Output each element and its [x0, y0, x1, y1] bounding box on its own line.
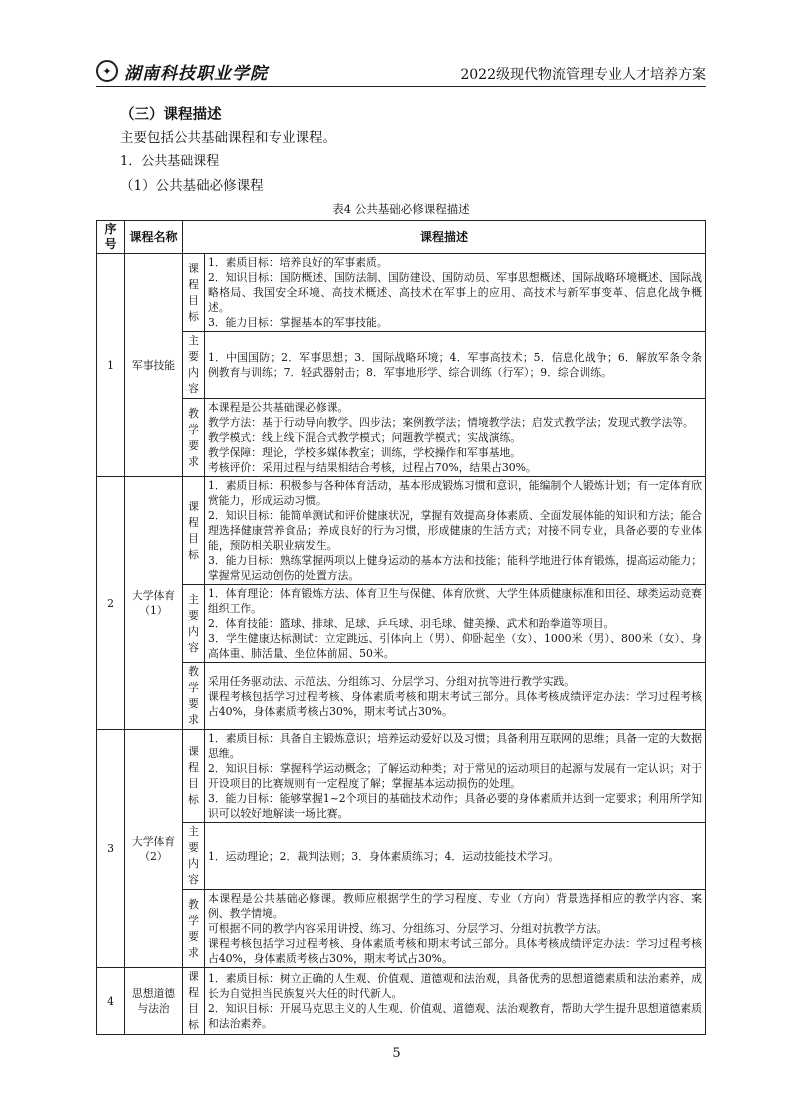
- table-row: [97, 477, 706, 585]
- description-line: 2．体育技能：篮球、排球、足球、乒乓球、羽毛球、健美操、武术和跆拳道等项目。: [208, 617, 615, 630]
- description-content: [205, 399, 706, 477]
- table-row: [97, 730, 706, 823]
- description-line: 3．能力目标：能够掌握1~2个项目的基础技术动作；具备必要的身体素质并达到一定要求；利用所学知识可以较好地解读一场比赛。: [208, 792, 702, 820]
- description-category: 主要内容: [183, 823, 205, 890]
- description-content: [205, 968, 706, 1035]
- description-line: 3．学生健康达标测试：立定跳远、引体向上（男）、仰卧起坐（女）、1000米（男）、800米（女）、身高体重、肺活量、坐位体前屈、50米。: [208, 632, 702, 660]
- description-line: 2．知识目标：开展马克思主义的人生观、价值观、道德观、法治观教育，帮助大学生提升思想道德素质和法治素养。: [208, 1002, 702, 1030]
- course-description-table: [96, 220, 706, 1035]
- description-content: [205, 332, 706, 399]
- description-category: 课程目标: [183, 477, 205, 585]
- description-category: 课程目标: [183, 968, 205, 1035]
- course-name: 军事技能: [125, 254, 183, 477]
- table-row: [97, 663, 706, 730]
- intro-paragraph: 主要包括公共基础课程和专业课程。: [120, 130, 336, 146]
- table-row: [97, 254, 706, 332]
- description-line: 1．体育理论：体育锻炼方法、体育卫生与保健、体育欣赏、大学生体质健康标准和田径、球类运动竞赛组织工作。: [208, 587, 702, 615]
- table-row: [97, 399, 706, 477]
- description-line: 2．知识目标：掌握科学运动概念；了解运动种类；对于常见的运动项目的起源与发展有一定认识；对于开设项目的比赛规则有一定程度了解；掌握基本运动损伤的处理。: [208, 762, 702, 790]
- course-number: 2: [97, 477, 125, 730]
- document-title: 2022级现代物流管理专业人才培养方案: [460, 67, 706, 83]
- description-line: 1．运动理论；2．裁判法则；3．身体素质练习；4．运动技能技术学习。: [208, 849, 560, 863]
- table-row: [97, 823, 706, 890]
- description-content: [205, 477, 706, 585]
- description-content: [205, 585, 706, 663]
- course-name: 大学体育（1）: [125, 477, 183, 730]
- table-row: [97, 585, 706, 663]
- course-number: 3: [97, 730, 125, 968]
- description-content: [205, 890, 706, 968]
- table-caption: 表4 公共基础必修课程描述: [332, 202, 470, 216]
- table-header-row: [97, 221, 706, 254]
- school-name: 湖南科技职业学院: [124, 63, 268, 84]
- subheading-public-courses: 1．公共基础课程: [120, 154, 220, 169]
- description-content: [205, 663, 706, 730]
- section-title: （三）课程描述: [120, 106, 222, 123]
- description-line: 1．中国国防；2．军事思想；3．国际战略环境；4．军事高技术；5．信息化战争；6．解放军条令条例教育与训练；7．轻武器射击；8．军事地形学、综合训练（行军）；9．综合训练。: [208, 351, 702, 379]
- description-line: 教学模式：线上线下混合式教学模式；问题教学模式；实战演练。: [208, 431, 522, 444]
- header-no: 序号: [97, 221, 125, 254]
- school-logo: [96, 58, 268, 84]
- description-line: 1．素质目标：培养良好的军事素质。: [208, 256, 388, 269]
- description-line: 课程考核包括学习过程考核、身体素质考核和期末考试三部分。具体考核成绩评定办法：学习过程考核占40%，身体素质考核占30%，期末考试占30%。: [208, 689, 702, 718]
- description-line: 教学保障：理论，学校多媒体教室；训练，学校操作和军事基地。: [208, 446, 522, 459]
- description-line: 考核评价：采用过程与结果相结合考核，过程占70%，结果占30%。: [208, 461, 537, 474]
- description-category: 教学要求: [183, 399, 205, 477]
- course-name: 大学体育（2）: [125, 730, 183, 968]
- description-line: 2．知识目标：国防概述、国防法制、国防建设、国防动员、军事思想概述、国际战略环境概述、国际战略格局、我国安全环境、高技术概述、高技术在军事上的应用、高技术与新军事变革、信息化战争概述。: [208, 271, 702, 314]
- description-line: 3．能力目标：熟练掌握两项以上健身运动的基本方法和技能；能科学地进行体育锻炼，提高运动能力；掌握常见运动创伤的处置方法。: [208, 554, 702, 582]
- school-seal-icon: ✦: [96, 60, 118, 82]
- description-content: [205, 823, 706, 890]
- subheading-required-courses: （1）公共基础必修课程: [120, 178, 264, 194]
- description-line: 3．能力目标：掌握基本的军事技能。: [208, 316, 388, 329]
- description-line: 2．知识目标：能简单测试和评价健康状况，掌握有效提高身体素质、全面发展体能的知识和方法；能合理选择健康营养食品；养成良好的行为习惯，形成健康的生活方式；对接不同专业，具备必要的专业体能，预防相关职业病发生。: [208, 509, 702, 552]
- header-desc: 课程描述: [183, 221, 706, 254]
- page-header: [96, 56, 706, 87]
- description-content: [205, 730, 706, 823]
- description-line: 教学方法：基于行动导向教学、四步法；案例教学法；情境教学法；启发式教学法；发现式教学法等。: [208, 416, 694, 429]
- description-line: 采用任务驱动法、示范法、分组练习、分层学习、分组对抗等进行教学实践。: [208, 674, 576, 688]
- table-row: [97, 332, 706, 399]
- description-line: 本课程是公共基础必修课。教师应根据学生的学习程度、专业（方向）背景选择相应的教学内容、案例、教学情境。: [208, 892, 702, 920]
- description-category: 主要内容: [183, 332, 205, 399]
- header-name: 课程名称: [125, 221, 183, 254]
- description-category: 课程目标: [183, 730, 205, 823]
- description-category: 课程目标: [183, 254, 205, 332]
- description-content: [205, 254, 706, 332]
- description-line: 1．素质目标：具备自主锻炼意识；培养运动爱好以及习惯；具备利用互联网的思维；具备一定的大数据思维。: [208, 732, 702, 760]
- course-number: 1: [97, 254, 125, 477]
- description-line: 本课程是公共基础课必修课。: [208, 401, 349, 414]
- description-category: 主要内容: [183, 585, 205, 663]
- description-category: 教学要求: [183, 663, 205, 730]
- description-category: 教学要求: [183, 890, 205, 968]
- course-number: 4: [97, 968, 125, 1035]
- page-number: 5: [392, 1046, 401, 1061]
- description-line: 可根据不同的教学内容采用讲授、练习、分组练习、分层学习、分组对抗教学方法。: [208, 922, 608, 935]
- table-row: [97, 890, 706, 968]
- description-line: 1．素质目标：积极参与各种体育活动，基本形成锻炼习惯和意识，能编制个人锻炼计划；有一定体育欣赏能力，形成运动习惯。: [208, 479, 702, 507]
- description-line: 1．素质目标：树立正确的人生观、价值观、道德观和法治观，具备优秀的思想道德素质和法治素养，成长为自觉担当民族复兴大任的时代新人。: [208, 972, 702, 1000]
- table-row: [97, 968, 706, 1035]
- description-line: 课程考核包括学习过程考核、身体素质考核和期末考试三部分。具体考核成绩评定办法：学习过程考核占40%，身体素质考核占30%，期末考试占30%。: [208, 937, 702, 965]
- course-name: 思想道德与法治: [125, 968, 183, 1035]
